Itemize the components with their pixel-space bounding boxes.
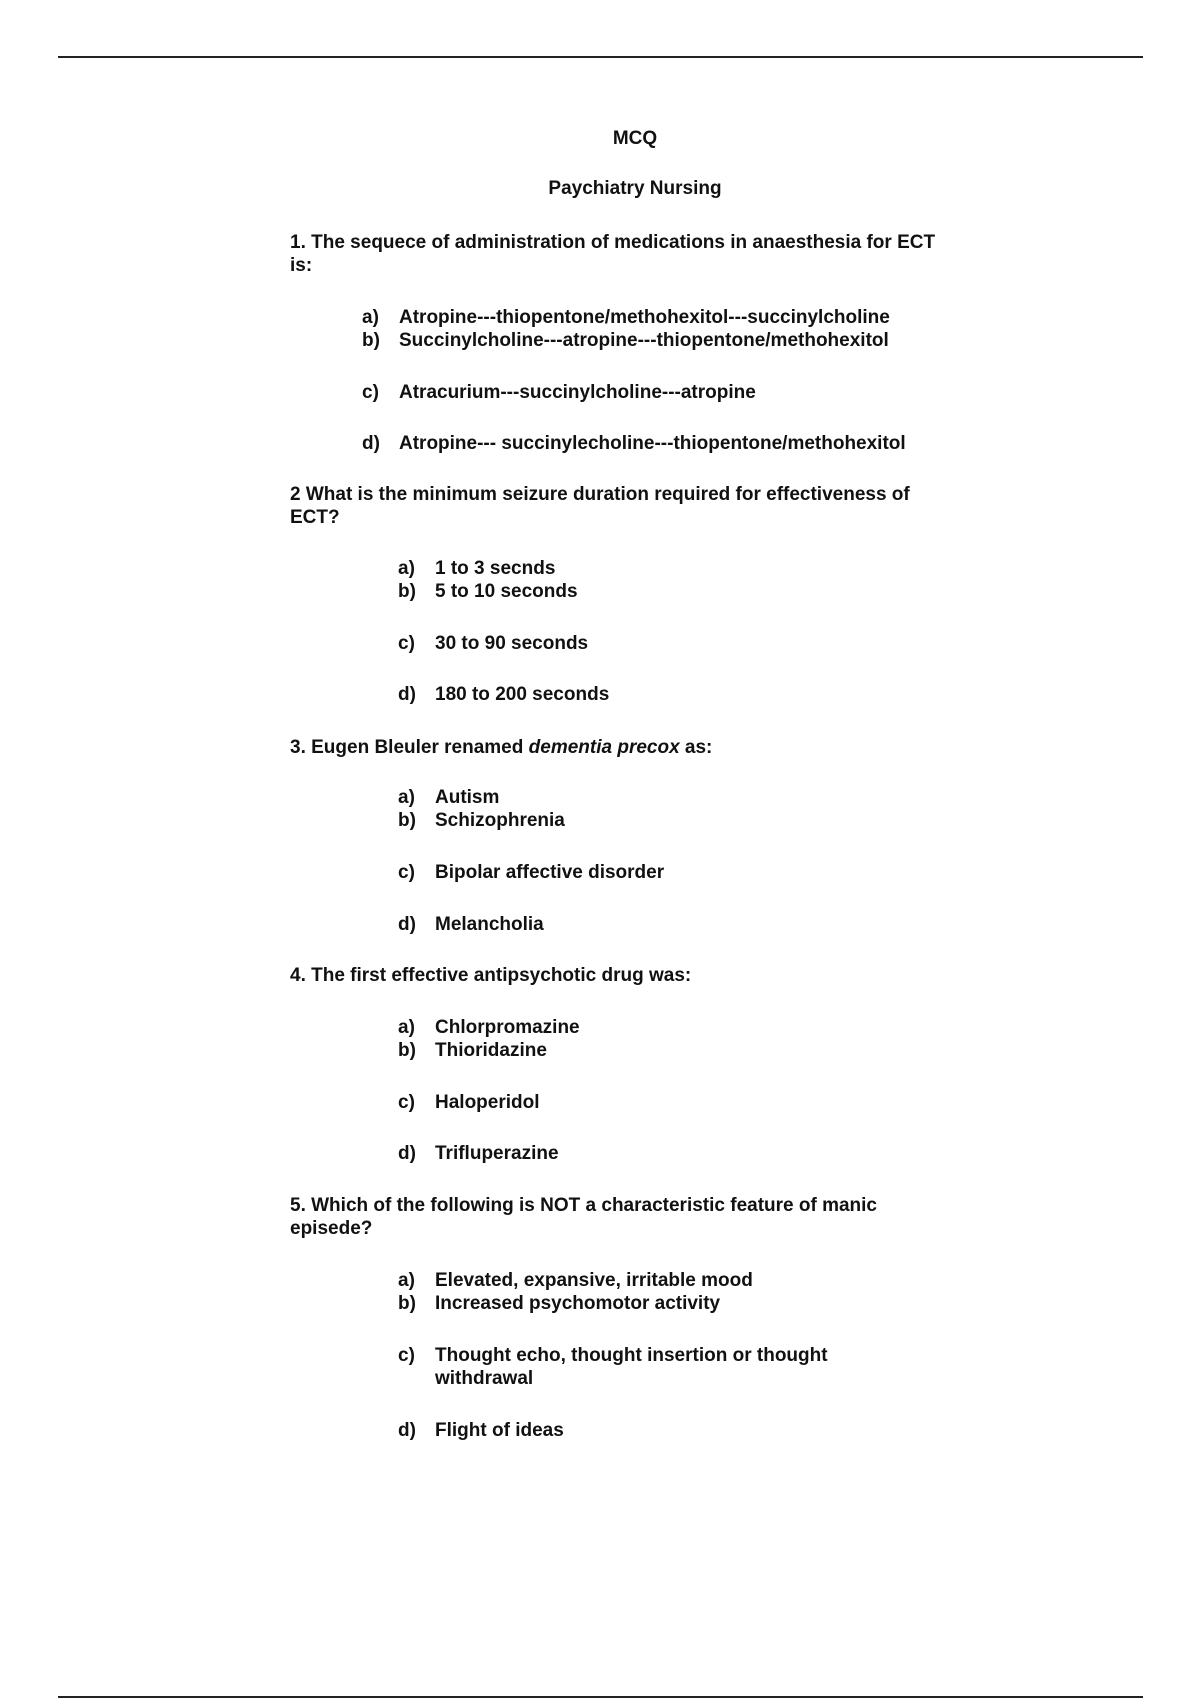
question-5-stem: 5. Which of the following is NOT a characteristic feature of manic episede? (290, 1195, 877, 1239)
option-text: Bipolar affective disorder (435, 862, 665, 883)
document-subtitle: Paychiatry Nursing (548, 178, 722, 199)
option-label: d) (398, 914, 416, 935)
option-label: a) (362, 307, 379, 328)
option-text: Atropine--- succinylecholine---thiopentone/methohexitol (399, 433, 906, 454)
question-3-stem (290, 736, 950, 759)
option-label: a) (398, 1270, 415, 1291)
question-1-stem: 1. The sequece of administration of medications in anaesthesia for ECT is: (290, 232, 936, 276)
option-label: b) (398, 1040, 416, 1061)
option-label: c) (398, 862, 415, 883)
option-label: c) (398, 633, 415, 654)
option-text: Atracurium---succinylcholine---atropine (399, 382, 756, 403)
option-text: Atropine---thiopentone/methohexitol---succinylcholine (399, 307, 890, 328)
question-3-stem-suffix: as: (679, 737, 713, 758)
top-rule (58, 56, 1143, 58)
option-text: Chlorpromazine (435, 1017, 580, 1038)
option-text: 1 to 3 secnds (435, 558, 556, 579)
option-label: d) (398, 1420, 416, 1441)
option-label: c) (362, 382, 379, 403)
option-text: Autism (435, 787, 500, 808)
option-text: Flight of ideas (435, 1420, 564, 1441)
option-text: 5 to 10 seconds (435, 581, 578, 602)
option-label: a) (398, 558, 415, 579)
option-text: Increased psychomotor activity (435, 1293, 721, 1314)
option-text: 30 to 90 seconds (435, 633, 589, 654)
document-title: MCQ (612, 128, 658, 149)
option-label: d) (398, 684, 416, 705)
option-label: d) (398, 1143, 416, 1164)
question-4-stem: 4. The first effective antipsychotic drug was: (290, 965, 692, 986)
question-2-stem: 2 What is the minimum seizure duration required for effectiveness of ECT? (290, 484, 910, 528)
option-text: Haloperidol (435, 1092, 540, 1113)
question-3-stem-italic: dementia precox (528, 737, 680, 758)
option-text: Melancholia (435, 914, 544, 935)
option-text: 180 to 200 seconds (435, 684, 610, 705)
bottom-rule (58, 1696, 1143, 1698)
question-3-stem-prefix: 3. Eugen Bleuler renamed (290, 737, 529, 758)
option-label: b) (398, 581, 416, 602)
option-text: Trifluperazine (435, 1143, 559, 1164)
option-label: d) (362, 433, 380, 454)
option-label: b) (398, 810, 416, 831)
option-label: b) (398, 1293, 416, 1314)
option-text: Elevated, expansive, irritable mood (435, 1270, 753, 1291)
option-text: Succinylcholine---atropine---thiopentone/methohexitol (399, 330, 889, 351)
option-text: Schizophrenia (435, 810, 565, 831)
option-label: b) (362, 330, 380, 351)
option-label: c) (398, 1345, 415, 1366)
option-label: c) (398, 1092, 415, 1113)
option-label: a) (398, 1017, 415, 1038)
option-text: Thought echo, thought insertion or thought withdrawal (435, 1345, 828, 1389)
option-text: Thioridazine (435, 1040, 547, 1061)
option-label: a) (398, 787, 415, 808)
